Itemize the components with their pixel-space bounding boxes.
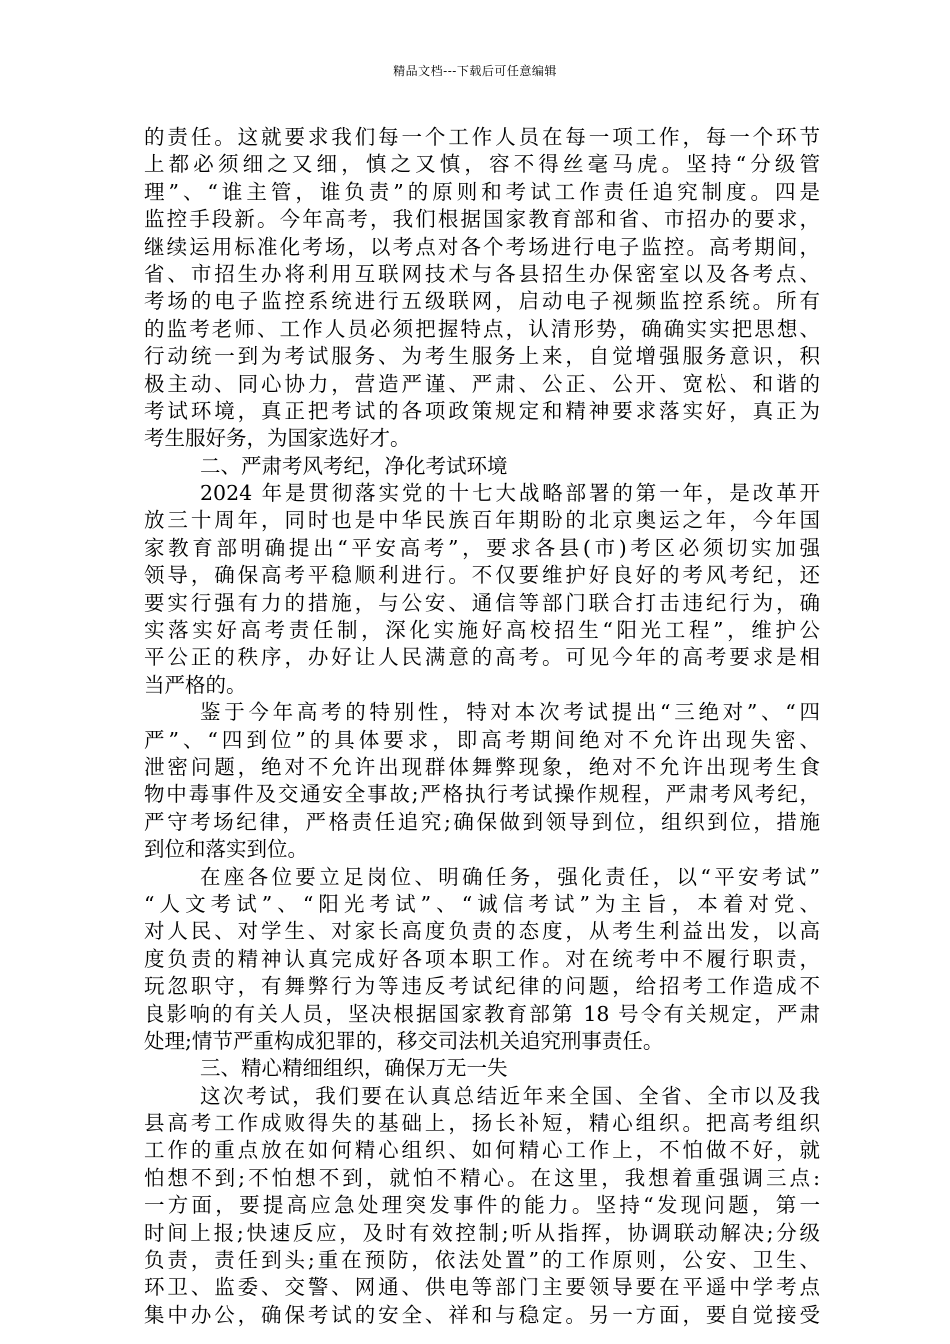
text-line: 极主动、同心协力，营造严谨、严肃、公正、公开、宽松、和谐的 [144,371,820,396]
text-line: 度负责的精神认真完成好各项本职工作。对在统考中不履行职责， [144,946,820,971]
text-line: 严”、“四到位”的具体要求，即高考期间绝对不允许出现失密、 [144,727,820,752]
text-line: 这次考试，我们要在认真总结近年来全国、全省、全市以及我 [200,1083,820,1108]
text-line: 继续运用标准化考场，以考点对各个考场进行电子监控。高考期间， [144,234,820,259]
text-line: 家教育部明确提出“平安高考”，要求各县(市)考区必须切实加强 [144,535,820,560]
text-line: 县高考工作成败得失的基础上，扬长补短，精心组织。把高考组织 [144,1111,820,1136]
text-line: 环卫、监委、交警、网通、供电等部门主要领导要在平遥中学考点 [144,1275,820,1300]
text-line: “人文考试”、“阳光考试”、“诚信考试”为主旨，本着对党、 [144,891,820,916]
text-line: 的责任。这就要求我们每一个工作人员在每一项工作，每一个环节 [144,125,820,149]
text-line: 要实行强有力的措施，与公安、通信等部门联合打击违纪行为，确 [144,590,820,615]
text-line: 玩忽职守，有舞弊行为等违反考试纪律的问题，给招考工作造成不 [144,974,820,999]
text-line: 对人民、对学生、对家长高度负责的态度，从考生利益出发，以高 [144,919,820,944]
text-line: 到位和落实到位。 [144,837,308,862]
text-line: 当严格的。 [144,672,247,697]
text-line: 监控手段新。今年高考，我们根据国家教育部和省、市招办的要求， [144,207,820,232]
text-line: 上都必须细之又细，慎之又慎，容不得丝毫马虎。坚持“分级管 [144,152,820,177]
page-header: 精品文档---下载后可任意编辑 [393,64,557,78]
text-line: 处理;情节严重构成犯罪的，移交司法机关追究刑事责任。 [144,1028,664,1053]
text-line: 考场的电子监控系统进行五级联网，启动电子视频监控系统。所有 [144,289,820,314]
text-line: 行动统一到为考试服务、为考生服务上来，自觉增强服务意识，积 [144,344,820,369]
text-line: 实落实好高考责任制，深化实施好高校招生“阳光工程”，维护公 [144,618,820,643]
text-line: 理”、“谁主管，谁负责”的原则和考试工作责任追究制度。四是 [144,179,820,204]
text-line: 2024 年是贯彻落实党的十七大战略部署的第一年，是改革开 [200,481,820,506]
text-line: 省、市招生办将利用互联网技术与各县招生办保密室以及各考点、 [144,261,820,286]
text-line: 二、严肃考风考纪，净化考试环境 [200,453,508,478]
text-line: 怕想不到;不怕想不到，就怕不精心。在这里，我想着重强调三点: [144,1165,820,1190]
text-line: 良影响的有关人员，坚决根据国家教育部第 18 号令有关规定，严肃 [144,1001,820,1026]
text-line: 的监考老师、工作人员必须把握特点，认清形势，确确实实把思想、 [144,316,820,341]
text-line: 物中毒事件及交通安全事故;严格执行考试操作规程，严肃考风考纪， [144,782,820,807]
document-body [144,124,820,1329]
text-line: 三、精心精细组织，确保万无一失 [200,1056,508,1081]
text-line: 平公正的秩序，办好让人民满意的高考。可见今年的高考要求是相 [144,645,820,670]
text-line: 鉴于今年高考的特别性，特对本次考试提出“三绝对”、“四 [200,700,820,725]
text-line: 一方面，要提高应急处理突发事件的能力。坚持“发现问题，第一 [144,1193,820,1218]
text-line: 在座各位要立足岗位、明确任务，强化责任，以“平安考试” [200,864,820,889]
text-line: 负责，责任到头;重在预防，依法处置”的工作原则，公安、卫生、 [144,1248,820,1273]
text-line: 集中办公，确保考试的安全、祥和与稳定。另一方面，要自觉接受 [144,1302,820,1327]
text-line: 泄密问题，绝对不允许出现群体舞弊现象，绝对不允许出现考生食 [144,754,820,779]
text-line: 时间上报;快速反应，及时有效控制;听从指挥，协调联动解决;分级 [144,1220,820,1245]
text-line: 工作的重点放在如何精心组织、如何精心工作上，不怕做不好，就 [144,1138,820,1163]
text-line: 考生服好务，为国家选好才。 [144,426,411,451]
text-line: 考试环境，真正把考试的各项政策规定和精神要求落实好，真正为 [144,398,820,423]
text-line: 严守考场纪律，严格责任追究;确保做到领导到位，组织到位，措施 [144,809,820,834]
text-line: 领导，确保高考平稳顺利进行。不仅要维护好良好的考风考纪，还 [144,563,820,588]
text-line: 放三十周年，同时也是中华民族百年期盼的北京奥运之年，今年国 [144,508,820,533]
